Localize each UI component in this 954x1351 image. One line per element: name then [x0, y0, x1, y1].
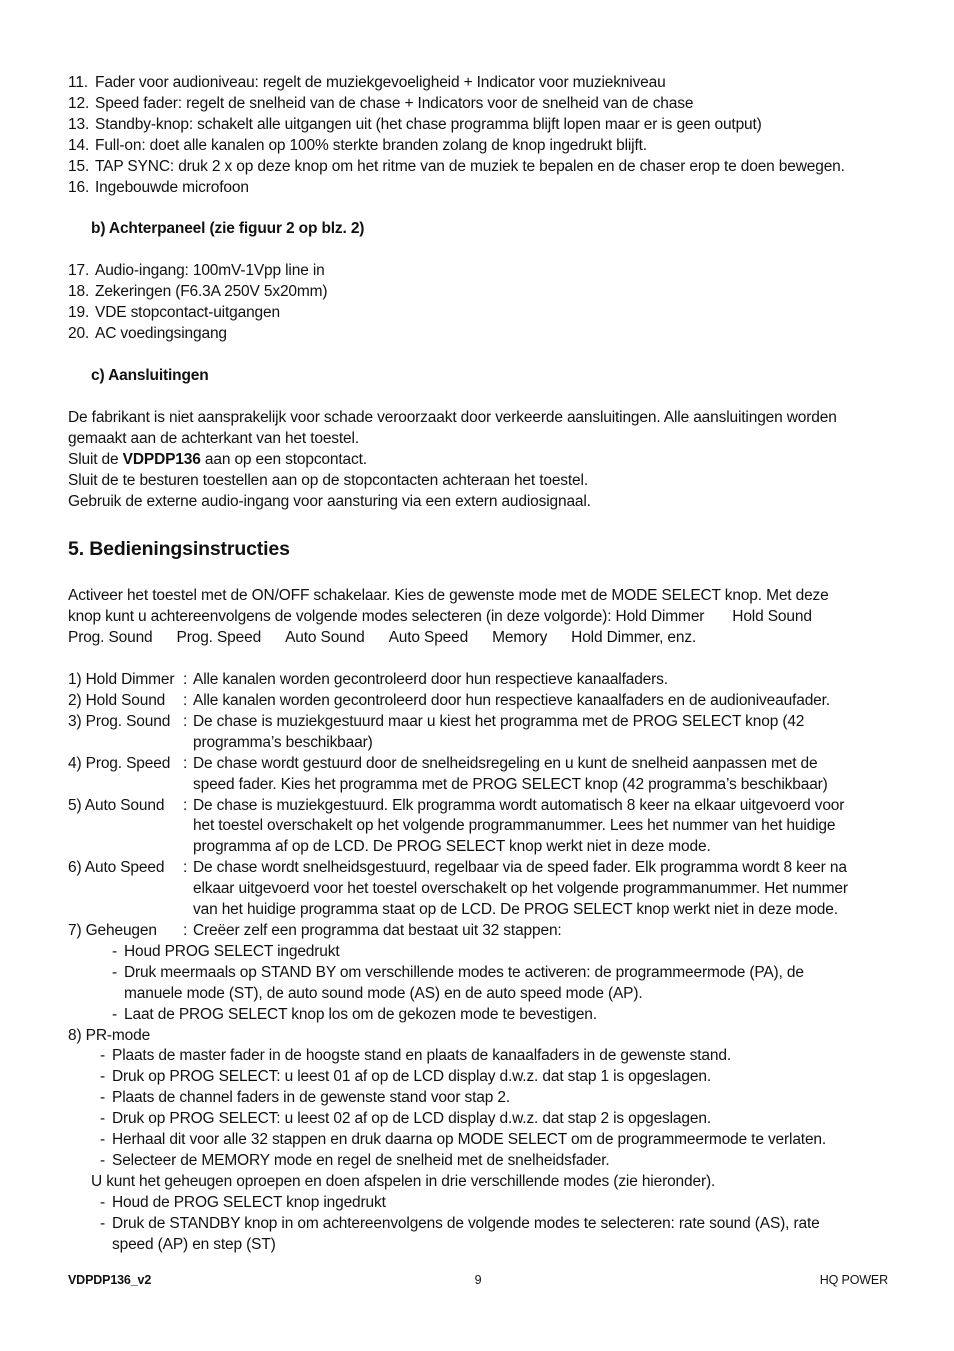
mode-desc-line: Creëer zelf een programma dat bestaat uit 32 stappen: [193, 922, 562, 939]
mode-sequence [68, 628, 888, 649]
list-number: 17. [68, 262, 90, 280]
list-item [68, 94, 888, 115]
section-title: 5. Bedieningsinstructies [68, 538, 290, 561]
intro-text-part: knop kunt u achtereenvolgens de volgende modes selecteren (in deze volgorde): Hold Dimmer [68, 608, 705, 626]
mode-name: 6) Auto Speed [68, 859, 165, 877]
mode-name: 4) Prog. Speed [68, 754, 171, 772]
mode-description [193, 858, 888, 921]
bullet-line: Druk op PROG SELECT: u leest 01 af op de LCD display d.w.z. dat stap 1 is opgeslagen. [112, 1068, 711, 1086]
bullet-text [112, 1130, 826, 1151]
mode-row [68, 858, 888, 921]
bullet-item [100, 1193, 888, 1214]
list-text: Speed fader: regelt de snelheid van de chase + Indicators voor de snelheid van de chase [95, 94, 694, 112]
bullet-dash: - [100, 1110, 106, 1128]
conn-line [68, 450, 888, 471]
bullet-item [100, 1130, 888, 1151]
mode-desc-line: het toestel overschakelt op het volgende programmanummer. Lees het nummer van het huidige [193, 817, 836, 835]
bullet-text [112, 1067, 711, 1088]
bullet-line: Druk meermaals op STAND BY om verschillende modes te activeren: de programmeermode (PA), de [124, 963, 804, 981]
heading-connections: c) Aansluitingen [91, 366, 209, 384]
connections-text [68, 408, 888, 513]
list-item [68, 261, 888, 282]
mode-desc-line: Alle kanalen worden gecontroleerd door hun respectieve kanaalfaders. [193, 671, 668, 689]
mode-colon: : [183, 692, 188, 710]
mode-colon: : [183, 922, 188, 939]
list-item [68, 303, 888, 324]
list-text: Zekeringen (F6.3A 250V 5x20mm) [95, 283, 328, 301]
bullet-text [124, 963, 804, 1005]
conn-line: gemaakt aan de achterkant van het toestel. [68, 429, 359, 447]
intro-text [68, 586, 888, 649]
mode-colon: : [183, 671, 188, 689]
mode-description [193, 670, 888, 691]
bullet-item [100, 1088, 888, 1109]
bullet-item [100, 1151, 888, 1172]
mode-description [193, 691, 888, 712]
bullet-text [124, 1005, 597, 1026]
bullet-line: Plaats de channel faders in de gewenste stand voor stap 2. [112, 1089, 511, 1107]
page-footer [68, 1273, 888, 1293]
conn-line: Sluit de te besturen toestellen aan op de stopcontacten achteraan het toestel. [68, 471, 588, 489]
intro-line: Activeer het toestel met de ON/OFF schakelaar. Kies de gewenste mode met de MODE SELECT knop. Met deze [68, 587, 829, 605]
list-number: 11. [68, 74, 88, 91]
intro-text-part: Hold Sound [732, 608, 812, 626]
list-text: Full-on: doet alle kanalen op 100% sterkte branden zolang de knop ingedrukt blijft. [95, 136, 647, 154]
footer-brand: HQ POWER [819, 1273, 888, 1287]
mode-desc-line: De chase is muziekgestuurd maar u kiest het programma met de PROG SELECT knop (42 [193, 712, 805, 730]
bullet-item [112, 942, 888, 963]
page-content [68, 73, 888, 1256]
mode-descriptions [68, 670, 888, 942]
bullet-dash: - [100, 1214, 106, 1232]
conn-text: aan op een stopcontact. [200, 450, 367, 468]
bullet-item [112, 963, 888, 1005]
mode-desc-line: speed fader. Kies het programma met de PROG SELECT knop (42 programma’s beschikbaar) [193, 775, 828, 793]
list-item [68, 157, 888, 178]
mode-colon: : [183, 796, 188, 814]
conn-line: Gebruik de externe audio-ingang voor aansturing via een extern audiosignaal. [68, 492, 591, 510]
bullet-dash: - [100, 1089, 106, 1107]
list-text: Fader voor audioniveau: regelt de muziekgevoeligheid + Indicator voor muziekniveau [95, 74, 666, 91]
list-item [68, 136, 888, 157]
playback-steps [68, 1193, 888, 1256]
mode-colon: : [183, 754, 188, 772]
mode-name: 1) Hold Dimmer [68, 671, 175, 689]
list-text: TAP SYNC: druk 2 x op deze knop om het ritme van de muziek te bepalen en de chaser erop te doen bewegen. [95, 157, 845, 175]
mode-desc-line: elkaar uitgevoerd voor het toestel overschakelt op het volgende programmanummer. Het nummer [193, 880, 848, 898]
mode-sequence-item: Hold Dimmer, enz. [571, 629, 697, 647]
bullet-dash: - [112, 942, 118, 960]
bullet-text [112, 1214, 820, 1256]
mode-desc-line: programma’s beschikbaar) [193, 733, 373, 751]
intro-line [68, 607, 888, 628]
bullet-line: Druk de STANDBY knop in om achtereenvolgens de volgende modes te selecteren: rate sound (AS), rate [112, 1214, 820, 1232]
bullet-text [112, 1088, 510, 1109]
bullet-item [100, 1109, 888, 1130]
mode-description [193, 796, 888, 859]
bullet-item [100, 1214, 888, 1256]
mode-description [193, 921, 888, 942]
list-item [68, 282, 888, 303]
list-text: AC voedingsingang [95, 325, 227, 343]
bullet-text [112, 1109, 711, 1130]
bullet-line: Houd PROG SELECT ingedrukt [124, 942, 340, 960]
list-number: 13. [68, 115, 90, 133]
mode-description [193, 754, 888, 796]
playback-note: U kunt het geheugen oproepen en doen afspelen in drie verschillende modes (zie hieronder). [91, 1172, 716, 1190]
mode-row [68, 796, 888, 859]
bullet-text [112, 1151, 610, 1172]
mode-desc-line: De chase wordt snelheidsgestuurd, regelbaar via de speed fader. Elk programma wordt 8 keer na [193, 859, 847, 877]
mode-desc-line: De chase is muziekgestuurd. Elk programma wordt automatisch 8 keer na elkaar uitgevoerd voor [193, 796, 845, 814]
mode-sequence-item: Auto Speed [388, 629, 469, 647]
footer-doc-id: VDPDP136_v2 [68, 1273, 152, 1287]
bullet-line: manuele mode (ST), de auto sound mode (AS) en de auto speed mode (AP). [124, 984, 643, 1002]
model-name: VDPDP136 [122, 450, 201, 468]
list-number: 12. [68, 94, 90, 112]
list-item [68, 178, 888, 199]
mode-name: 3) Prog. Sound [68, 712, 171, 730]
bullet-line: speed (AP) en step (ST) [112, 1235, 276, 1253]
footer-page-number: 9 [474, 1273, 482, 1287]
mode-colon: : [183, 859, 188, 877]
mode-desc-line: Alle kanalen worden gecontroleerd door hun respectieve kanaalfaders en de audioniveaufader. [193, 692, 830, 710]
bullet-dash: - [100, 1151, 106, 1169]
bullet-item [100, 1067, 888, 1088]
bullet-line: Druk op PROG SELECT: u leest 02 af op de LCD display d.w.z. dat stap 2 is opgeslagen. [112, 1110, 711, 1128]
conn-text: Sluit de [68, 450, 123, 468]
bullet-dash: - [100, 1068, 106, 1086]
bullet-dash: - [100, 1193, 106, 1211]
mode-description [193, 712, 888, 754]
list-item [68, 73, 888, 94]
mode-desc-line: programma af op de LCD. De PROG SELECT knop werkt niet in deze mode. [193, 838, 711, 856]
front-panel-list [68, 73, 888, 198]
rear-panel-list [68, 261, 888, 345]
mode-sequence-item: Prog. Sound [68, 629, 153, 647]
bullet-line: Herhaal dit voor alle 32 stappen en druk daarna op MODE SELECT om de programmeermode te verlaten. [112, 1131, 827, 1149]
bullet-dash: - [100, 1131, 106, 1149]
mode-sequence-item: Prog. Speed [176, 629, 262, 647]
list-number: 18. [68, 283, 90, 301]
bullet-dash: - [100, 1047, 106, 1065]
mode-row [68, 670, 888, 691]
list-text: Standby-knop: schakelt alle uitgangen uit (het chase programma blijft lopen maar er is geen output) [95, 115, 762, 133]
heading-rear-panel: b) Achterpaneel (zie figuur 2 op blz. 2) [91, 220, 365, 238]
list-item [68, 324, 888, 345]
list-number: 20. [68, 325, 90, 343]
pr-mode-steps [68, 1046, 888, 1171]
bullet-dash: - [112, 1005, 118, 1023]
mode-name: 7) Geheugen [68, 922, 157, 939]
bullet-item [100, 1046, 888, 1067]
bullet-item [112, 1005, 888, 1026]
mode-row [68, 712, 888, 754]
conn-line: De fabrikant is niet aansprakelijk voor schade veroorzaakt door verkeerde aansluitingen. Alle aansluitingen worden [68, 408, 837, 426]
bullet-text [112, 1193, 386, 1214]
memory-steps [68, 942, 888, 1026]
bullet-text [124, 942, 340, 963]
list-number: 19. [68, 304, 90, 322]
mode-sequence-item: Auto Sound [285, 629, 365, 647]
list-number: 15. [68, 157, 90, 175]
pr-mode-title: 8) PR-mode [68, 1026, 151, 1044]
list-text: VDE stopcontact-uitgangen [95, 304, 280, 322]
bullet-line: Houd de PROG SELECT knop ingedrukt [112, 1193, 386, 1211]
list-number: 16. [68, 178, 90, 196]
mode-row [68, 921, 888, 942]
mode-name: 2) Hold Sound [68, 692, 166, 710]
bullet-dash: - [112, 963, 118, 981]
mode-row [68, 691, 888, 712]
bullet-line: Plaats de master fader in de hoogste stand en plaats de kanaalfaders in de gewenste stand. [112, 1047, 731, 1065]
mode-colon: : [183, 712, 188, 730]
mode-row [68, 754, 888, 796]
list-text: Ingebouwde microfoon [95, 178, 249, 196]
bullet-line: Laat de PROG SELECT knop los om de gekozen mode te bevestigen. [124, 1005, 597, 1023]
mode-desc-line: De chase wordt gestuurd door de snelheidsregeling en u kunt de snelheid aanpassen met de [193, 754, 818, 772]
bullet-line: Selecteer de MEMORY mode en regel de snelheid met de snelheidsfader. [112, 1151, 610, 1169]
list-text: Audio-ingang: 100mV-1Vpp line in [95, 262, 325, 280]
bullet-text [112, 1046, 731, 1067]
mode-sequence-item: Memory [492, 629, 548, 647]
mode-name: 5) Auto Sound [68, 796, 165, 814]
list-item [68, 115, 888, 136]
mode-desc-line: van het huidige programma staat op de LCD. De PROG SELECT knop werkt niet in deze mode. [193, 901, 838, 919]
list-number: 14. [68, 136, 90, 154]
